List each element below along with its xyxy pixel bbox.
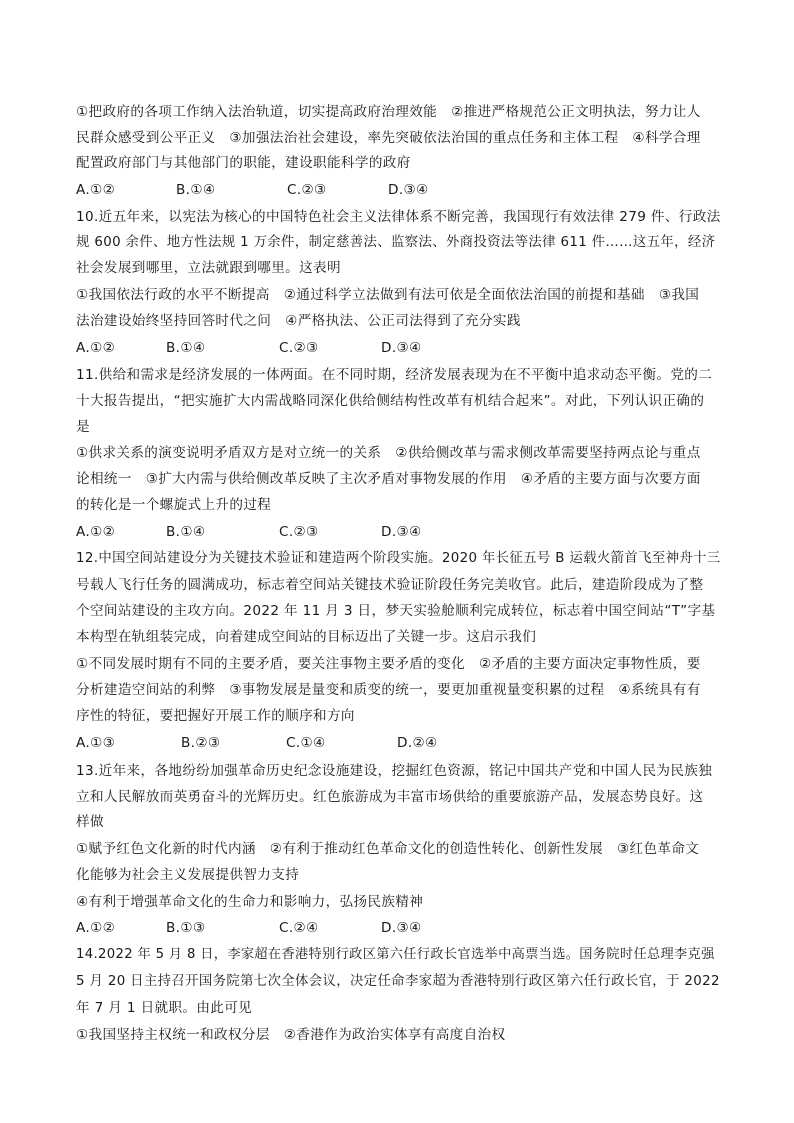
q12-stem-line: 个空间站建设的主攻方向。2022 年 11 月 3 日，梦天实验舱顺利完成转位，标志着中国空间站“T”字基 (76, 603, 716, 619)
q10-statement-line: 法治建设始终坚持回答时代之问 ④严格执法、公正司法得到了充分实践 (76, 313, 521, 329)
q9-statement-line: 民群众感受到公平正义 ③加强法治社会建设，率先突破依法治国的重点任务和主体工程 ④科学合理 (76, 130, 701, 146)
q12-option-c[interactable]: C.①④ (286, 735, 326, 751)
q11-statement-line: ①供求关系的演变说明矛盾双方是对立统一的关系 ②供给侧改革与需求侧改革需要坚持两点论与重点 (76, 445, 701, 461)
q11-statement-line: 的转化是一个螺旋式上升的过程 (76, 497, 272, 513)
q12-statement-line: ①不同发展时期有不同的主要矛盾，要关注事物主要矛盾的变化 ②矛盾的主要方面决定事物性质，要 (76, 656, 701, 672)
q13-stem-line: 立和人民解放而英勇奋斗的光辉历史。红色旅游成为丰富市场供给的重要旅游产品，发展态势良好。这 (76, 789, 704, 805)
q12-option-a[interactable]: A.①③ (76, 735, 116, 751)
q13-option-a[interactable]: A.①② (76, 920, 116, 936)
q12-option-d[interactable]: D.②④ (397, 735, 438, 751)
q12-options (76, 733, 722, 753)
q10-statement-line: ①我国依法行政的水平不断提高 ②通过科学立法做到有法可依是全面依法治国的前提和基础 ③我国 (76, 287, 700, 303)
q12-stem-line: 本构型在轨组装完成，向着建成空间站的目标迈出了关键一步。这启示我们 (76, 629, 537, 645)
q12-statement-line: 分析建造空间站的利弊 ③事物发展是量变和质变的统一，要更加重视量变积累的过程 ④系统具有有 (76, 682, 701, 698)
q11-option-d[interactable]: D.③④ (381, 524, 422, 540)
q13-option-b[interactable]: B.①③ (166, 920, 206, 936)
q13-statement-line: ④有利于增强革命文化的生命力和影响力，弘扬民族精神 (76, 894, 424, 910)
q9-options (76, 180, 722, 200)
q13-statement-line: 化能够为社会主义发展提供智力支持 (76, 867, 300, 883)
q9-statement-line: ①把政府的各项工作纳入法治轨道，切实提高政府治理效能 ②推进严格规范公正文明执法，努力让人 (76, 104, 701, 120)
q12-stem-line: 号载人飞行任务的圆满成功，标志着空间站关键技术验证阶段任务完美收官。此后，建造阶段成为了整 (76, 577, 704, 593)
q11-statement-line: 论相统一 ③扩大内需与供给侧改革反映了主次矛盾对事物发展的作用 ④矛盾的主要方面与次要方面 (76, 471, 701, 487)
q10-options (76, 338, 722, 358)
q11-options (76, 522, 722, 542)
q10-stem-line: 10.近五年来，以宪法为核心的中国特色社会主义法律体系不断完善，我国现行有效法律 279 件、行政法 (76, 209, 721, 225)
q11-stem-line: 十大报告提出，“把实施扩大内需战略同深化供给侧结构性改革有机结合起来”。对此，下列认识正确的 (76, 393, 705, 409)
q11-option-c[interactable]: C.②③ (279, 524, 319, 540)
q10-stem-line: 社会发展到哪里，立法就跟到哪里。这表明 (76, 260, 341, 276)
q10-option-b[interactable]: B.①④ (166, 340, 206, 356)
q10-option-c[interactable]: C.②③ (279, 340, 319, 356)
q12-option-b[interactable]: B.②③ (181, 735, 221, 751)
q9-option-a[interactable]: A.①② (76, 182, 116, 198)
q14-statement-line: ①我国坚持主权统一和政权分层 ②香港作为政治实体享有高度自治权 (76, 1027, 506, 1043)
q11-stem-line: 11.供给和需求是经济发展的一体两面。在不同时期，经济发展表现为在不平衡中追求动态平衡。党的二 (76, 367, 713, 383)
q13-option-c[interactable]: C.②④ (279, 920, 319, 936)
q10-option-d[interactable]: D.③④ (381, 340, 422, 356)
q14-stem-line: 5 月 20 日主持召开国务院第七次全体会议，决定任命李家超为香港特别行政区第六任行政长官，于 2022 (76, 974, 720, 989)
q13-stem-line: 样做 (76, 814, 104, 830)
q9-option-d[interactable]: D.③④ (388, 182, 429, 198)
q13-option-d[interactable]: D.③④ (381, 920, 422, 936)
q12-stem-line: 12.中国空间站建设分为关键技术验证和建造两个阶段实施。2020 年长征五号 B 运载火箭首飞至神舟十三 (76, 551, 721, 566)
q10-option-a[interactable]: A.①② (76, 340, 116, 356)
q11-stem-line: 是 (76, 419, 90, 435)
q9-statement-line: 配置政府部门与其他部门的职能，建设职能科学的政府 (76, 155, 411, 171)
q13-stem-line: 13.近年来，各地纷纷加强革命历史纪念设施建设，挖掘红色资源，铭记中国共产党和中国人民为民族独 (76, 763, 713, 779)
q14-stem-line: 14.2022 年 5 月 8 日，李家超在香港特别行政区第六任行政长官选举中高票当选。国务院时任总理李克强 (76, 947, 715, 962)
q13-options (76, 918, 722, 938)
q13-statement-line: ①赋予红色文化新的时代内涵 ②有利于推动红色革命文化的创造性转化、创新性发展 ③红色革命文 (76, 841, 700, 857)
q10-stem-line: 规 600 余件、地方性法规 1 万余件，制定慈善法、监察法、外商投资法等法律 611 件……这五年，经济 (76, 235, 716, 250)
q9-option-b[interactable]: B.①④ (176, 182, 216, 198)
q12-statement-line: 序性的特征，要把握好开展工作的顺序和方向 (76, 708, 355, 724)
q11-option-b[interactable]: B.①④ (166, 524, 206, 540)
q9-option-c[interactable]: C.②③ (287, 182, 327, 198)
q11-option-a[interactable]: A.①② (76, 524, 116, 540)
q14-stem-line: 年 7 月 1 日就职。由此可见 (76, 1000, 253, 1016)
